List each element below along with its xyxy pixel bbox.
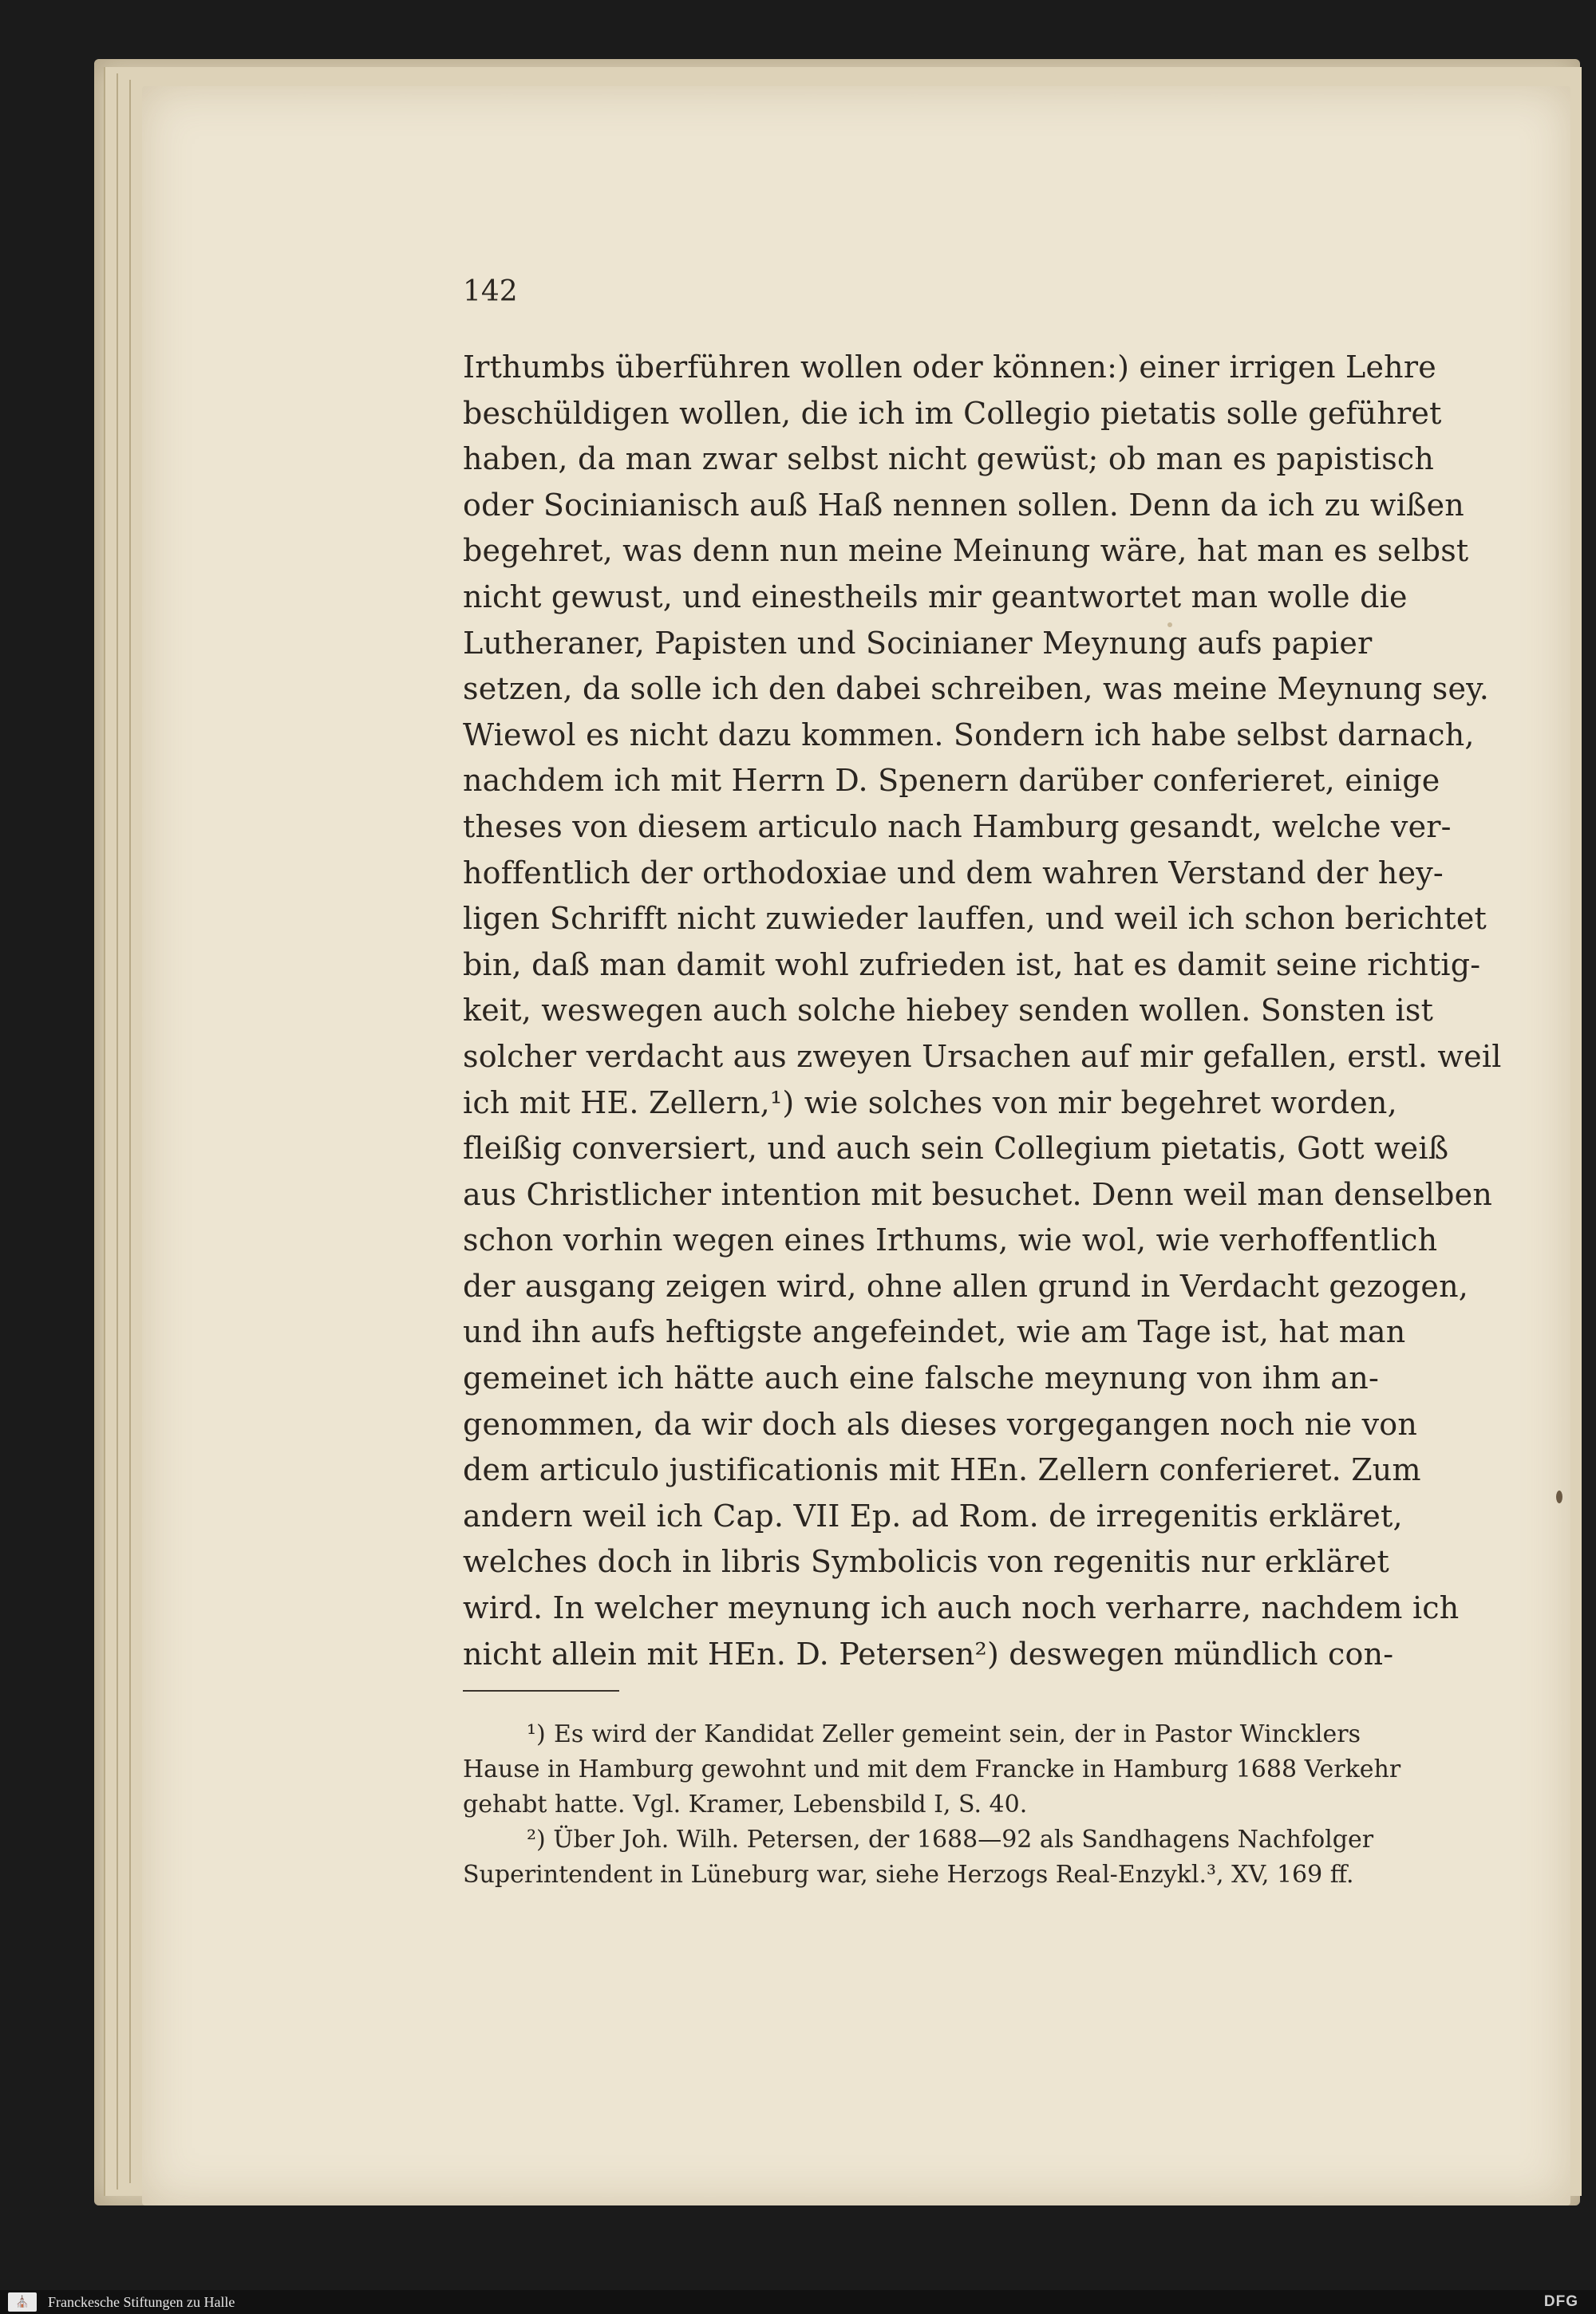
text-line: haben, da man zwar selbst nicht gewüst; ob man es papistisch — [463, 441, 1435, 477]
text-line: nicht gewust, und einestheils mir geantwortet man wolle die — [463, 578, 1408, 614]
text-line: bin, daß man damit wohl zufrieden ist, hat es damit seine richtig- — [463, 946, 1481, 982]
text-line: ligen Schrifft nicht zuwieder lauffen, und weil ich schon berichtet — [463, 901, 1487, 937]
text-line: dem articulo justificationis mit HEn. Zellern conferieret. Zum — [463, 1452, 1421, 1488]
text-line: ich mit HE. Zellern,¹) wie solches von mir begehret worden, — [463, 1084, 1397, 1120]
text-line: begehret, was denn nun meine Meinung wäre, hat man es selbst — [463, 533, 1469, 569]
text-line: nicht allein mit HEn. D. Petersen²) deswegen mündlich con- — [463, 1636, 1394, 1672]
text-line: der ausgang zeigen wird, ohne allen grund in Verdacht gezogen, — [463, 1268, 1469, 1304]
text-line: hoffentlich der orthodoxiae und dem wahren Verstand der hey- — [463, 855, 1444, 890]
page-number: 142 — [463, 275, 518, 308]
footnote-line: ¹) Es wird der Kandidat Zeller gemeint sein, der in Pastor Wincklers — [527, 1720, 1361, 1748]
footer-institution[interactable]: Franckesche Stiftungen zu Halle — [48, 2294, 235, 2310]
text-line: nachdem ich mit Herrn D. Spenern darüber conferieret, einige — [463, 763, 1440, 799]
text-line: schon vorhin wegen eines Irthums, wie wol, wie verhoffentlich — [463, 1222, 1438, 1258]
text-line: Irthumbs überführen wollen oder können:) einer irrigen Lehre — [463, 349, 1436, 385]
text-line: keit, weswegen auch solche hiebey senden wollen. Sonsten ist — [463, 993, 1434, 1029]
text-line: setzen, da solle ich den dabei schreiben, was meine Meynung sey. — [463, 671, 1490, 707]
text-line: theses von diesem articulo nach Hamburg gesandt, welche ver- — [463, 808, 1452, 844]
text-line: aus Christlicher intention mit besuchet. Denn weil man denselben — [463, 1176, 1492, 1212]
footnotes — [463, 1717, 1401, 1893]
text-line: und ihn aufs heftigste angefeindet, wie am Tage ist, hat man — [463, 1314, 1406, 1350]
footnote-line: Superintendent in Lüneburg war, siehe Herzogs Real-Enzykl.³, XV, 169 ff. — [463, 1861, 1354, 1889]
footnote-line: ²) Über Joh. Wilh. Petersen, der 1688—92 als Sandhagens Nachfolger — [527, 1826, 1374, 1854]
dfg-logo[interactable]: DFG — [1543, 2293, 1578, 2310]
text-line: fleißig conversiert, und auch sein Collegium pietatis, Gott weiß — [463, 1131, 1449, 1167]
body-text — [463, 345, 1502, 1677]
text-line: beschüldigen wollen, die ich im Collegio pietatis solle geführet — [463, 395, 1442, 431]
footnote-line: gehabt hatte. Vgl. Kramer, Lebensbild I, S. 40. — [463, 1791, 1028, 1818]
footnote-rule — [463, 1690, 619, 1692]
text-line: Wiewol es nicht dazu kommen. Sondern ich habe selbst darnach, — [463, 717, 1475, 752]
footer-bar — [0, 2290, 1596, 2314]
text-line: andern weil ich Cap. VII Ep. ad Rom. de irregenitis erkläret, — [463, 1498, 1403, 1534]
text-line: solcher verdacht aus zweyen Ursachen auf mir gefallen, erstl. weil — [463, 1038, 1502, 1074]
footnote-line: Hause in Hamburg gewohnt und mit dem Francke in Hamburg 1688 Verkehr — [463, 1755, 1401, 1783]
text-line: oder Socinianisch auß Haß nennen sollen. Denn da ich zu wißen — [463, 487, 1464, 523]
institution-logo-icon: ⛪ — [8, 2292, 37, 2312]
paper-speck — [1556, 1491, 1562, 1503]
text-line: genommen, da wir doch als dieses vorgegangen noch nie von — [463, 1406, 1418, 1442]
text-line: welches doch in libris Symbolicis von regenitis nur erkläret — [463, 1544, 1389, 1580]
text-line: Lutheraner, Papisten und Socinianer Meynung aufs papier — [463, 625, 1373, 661]
text-line: wird. In welcher meynung ich auch noch verharre, nachdem ich — [463, 1590, 1460, 1626]
text-line: gemeinet ich hätte auch eine falsche meynung von ihm an- — [463, 1360, 1379, 1396]
